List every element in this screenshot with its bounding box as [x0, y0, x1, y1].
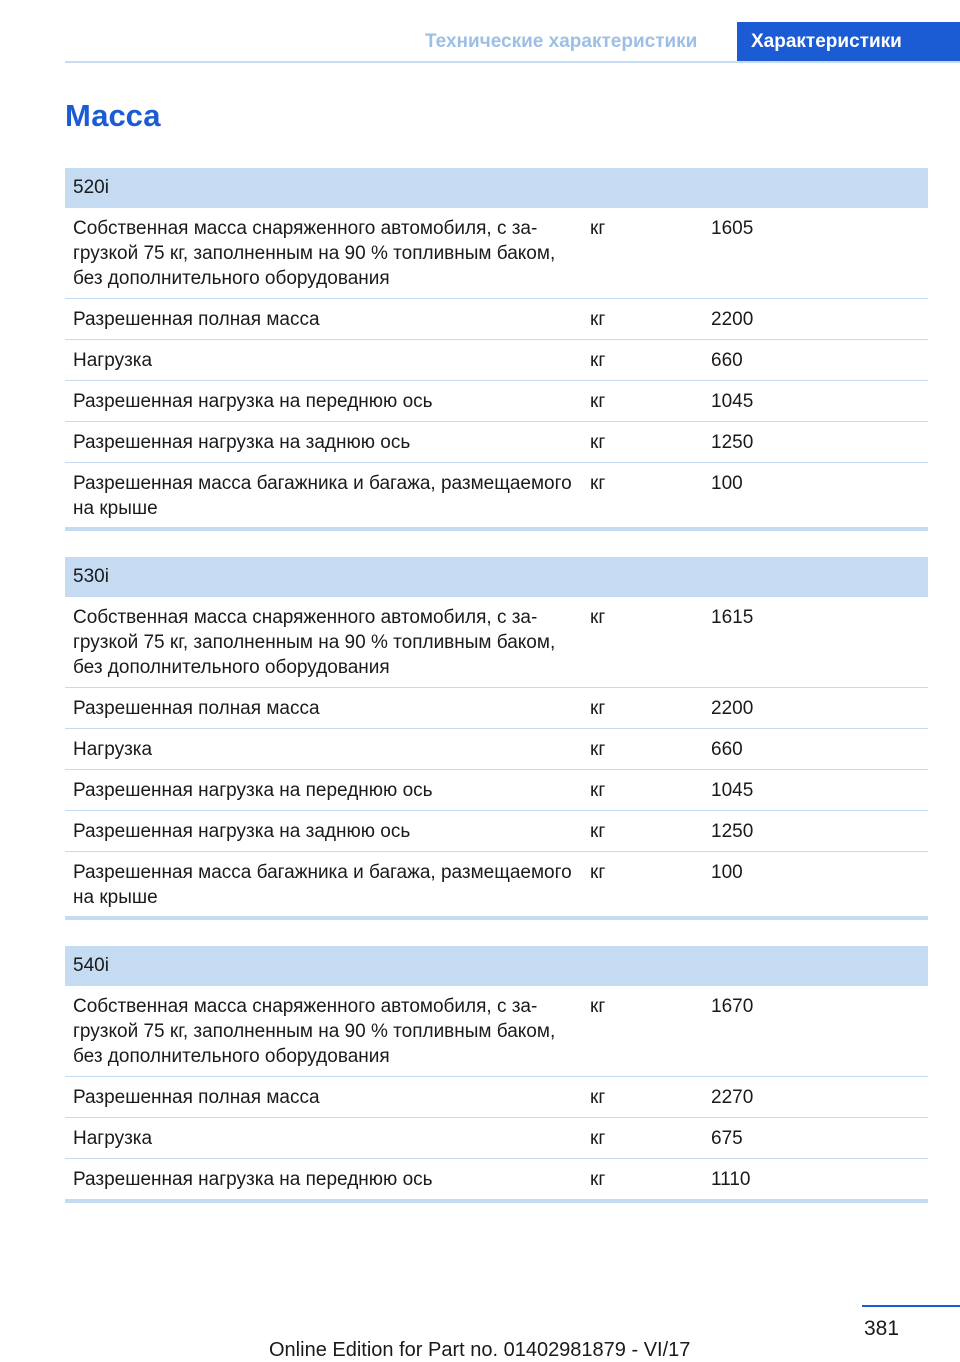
row-unit: кг	[590, 1128, 606, 1149]
row-description: Разрешенная масса багажника и багажа, размещаемого на крыше	[73, 473, 572, 519]
table-row	[65, 381, 928, 422]
table-row	[65, 597, 928, 688]
table-row	[65, 463, 928, 527]
row-value: 1670	[711, 996, 754, 1017]
row-unit: кг	[590, 473, 606, 494]
row-description: Разрешенная нагрузка на переднюю ось	[73, 1169, 433, 1190]
page-title: Масса	[65, 98, 161, 133]
row-unit: кг	[590, 698, 606, 719]
spec-table-540i	[65, 946, 928, 1203]
row-value: 2200	[711, 698, 754, 719]
header-section-title: Технические характеристики	[425, 31, 698, 52]
row-description: Разрешенная полная масса	[73, 698, 320, 719]
row-description: Разрешенная нагрузка на заднюю ось	[73, 432, 411, 453]
row-value: 1045	[711, 391, 754, 412]
table-end-rule	[65, 1199, 928, 1203]
footer-edition-note: Online Edition for Part no. 01402981879 - VI/17	[269, 1339, 691, 1361]
table-row	[65, 852, 928, 916]
table-row	[65, 811, 928, 852]
row-unit: кг	[590, 780, 606, 801]
row-value: 1045	[711, 780, 754, 801]
row-value: 1250	[711, 432, 754, 453]
row-value: 675	[711, 1128, 743, 1149]
row-value: 1605	[711, 218, 754, 239]
row-description: Разрешенная полная масса	[73, 309, 320, 330]
row-unit: кг	[590, 218, 606, 239]
header-divider	[65, 61, 960, 63]
table-row	[65, 986, 928, 1077]
table-row	[65, 1118, 928, 1159]
row-description: Нагрузка	[73, 739, 153, 760]
header-active-tab: Характеристики	[737, 22, 960, 62]
row-value: 660	[711, 739, 743, 760]
row-description: Разрешенная нагрузка на заднюю ось	[73, 821, 411, 842]
row-description: Собственная масса снаряженного автомобиля, с загрузкой 75 кг, заполненным на 90 % топливным баком, без дополнительного оборудования	[73, 607, 556, 678]
row-unit: кг	[590, 862, 606, 883]
row-description: Собственная масса снаряженного автомобиля, с загрузкой 75 кг, заполненным на 90 % топливным баком, без дополнительного оборудования	[73, 218, 556, 289]
spec-table-530i	[65, 557, 928, 920]
row-unit: кг	[590, 432, 606, 453]
table-row	[65, 688, 928, 729]
row-description: Разрешенная масса багажника и багажа, размещаемого на крыше	[73, 862, 572, 908]
row-unit: кг	[590, 607, 606, 628]
table-row	[65, 208, 928, 299]
row-unit: кг	[590, 996, 606, 1017]
row-unit: кг	[590, 821, 606, 842]
row-description: Нагрузка	[73, 350, 153, 371]
row-value: 1250	[711, 821, 754, 842]
row-unit: кг	[590, 739, 606, 760]
row-value: 100	[711, 473, 743, 494]
table-row	[65, 729, 928, 770]
page-number: 381	[864, 1317, 900, 1340]
row-value: 660	[711, 350, 743, 371]
row-description: Собственная масса снаряженного автомобиля, с загрузкой 75 кг, заполненным на 90 % топливным баком, без дополнительного оборудования	[73, 996, 556, 1067]
table-end-rule	[65, 916, 928, 920]
row-description: Разрешенная нагрузка на переднюю ось	[73, 391, 433, 412]
row-value: 100	[711, 862, 743, 883]
row-value: 1615	[711, 607, 754, 628]
table-row	[65, 1077, 928, 1118]
row-value: 1110	[711, 1169, 751, 1190]
row-value: 2200	[711, 309, 754, 330]
row-description: Разрешенная нагрузка на переднюю ось	[73, 780, 433, 801]
table-row	[65, 340, 928, 381]
row-description: Разрешенная полная масса	[73, 1087, 320, 1108]
table-header-model: 530i	[65, 557, 928, 597]
row-unit: кг	[590, 1169, 606, 1190]
table-row	[65, 422, 928, 463]
table-row	[65, 299, 928, 340]
table-end-rule	[65, 527, 928, 531]
row-unit: кг	[590, 391, 606, 412]
spec-table-520i	[65, 168, 928, 531]
row-unit: кг	[590, 1087, 606, 1108]
table-header-model: 540i	[65, 946, 928, 986]
page-number-rule	[862, 1305, 960, 1307]
table-row	[65, 1159, 928, 1199]
table-row	[65, 770, 928, 811]
row-unit: кг	[590, 350, 606, 371]
row-unit: кг	[590, 309, 606, 330]
row-value: 2270	[711, 1087, 754, 1108]
row-description: Нагрузка	[73, 1128, 153, 1149]
table-header-model: 520i	[65, 168, 928, 208]
